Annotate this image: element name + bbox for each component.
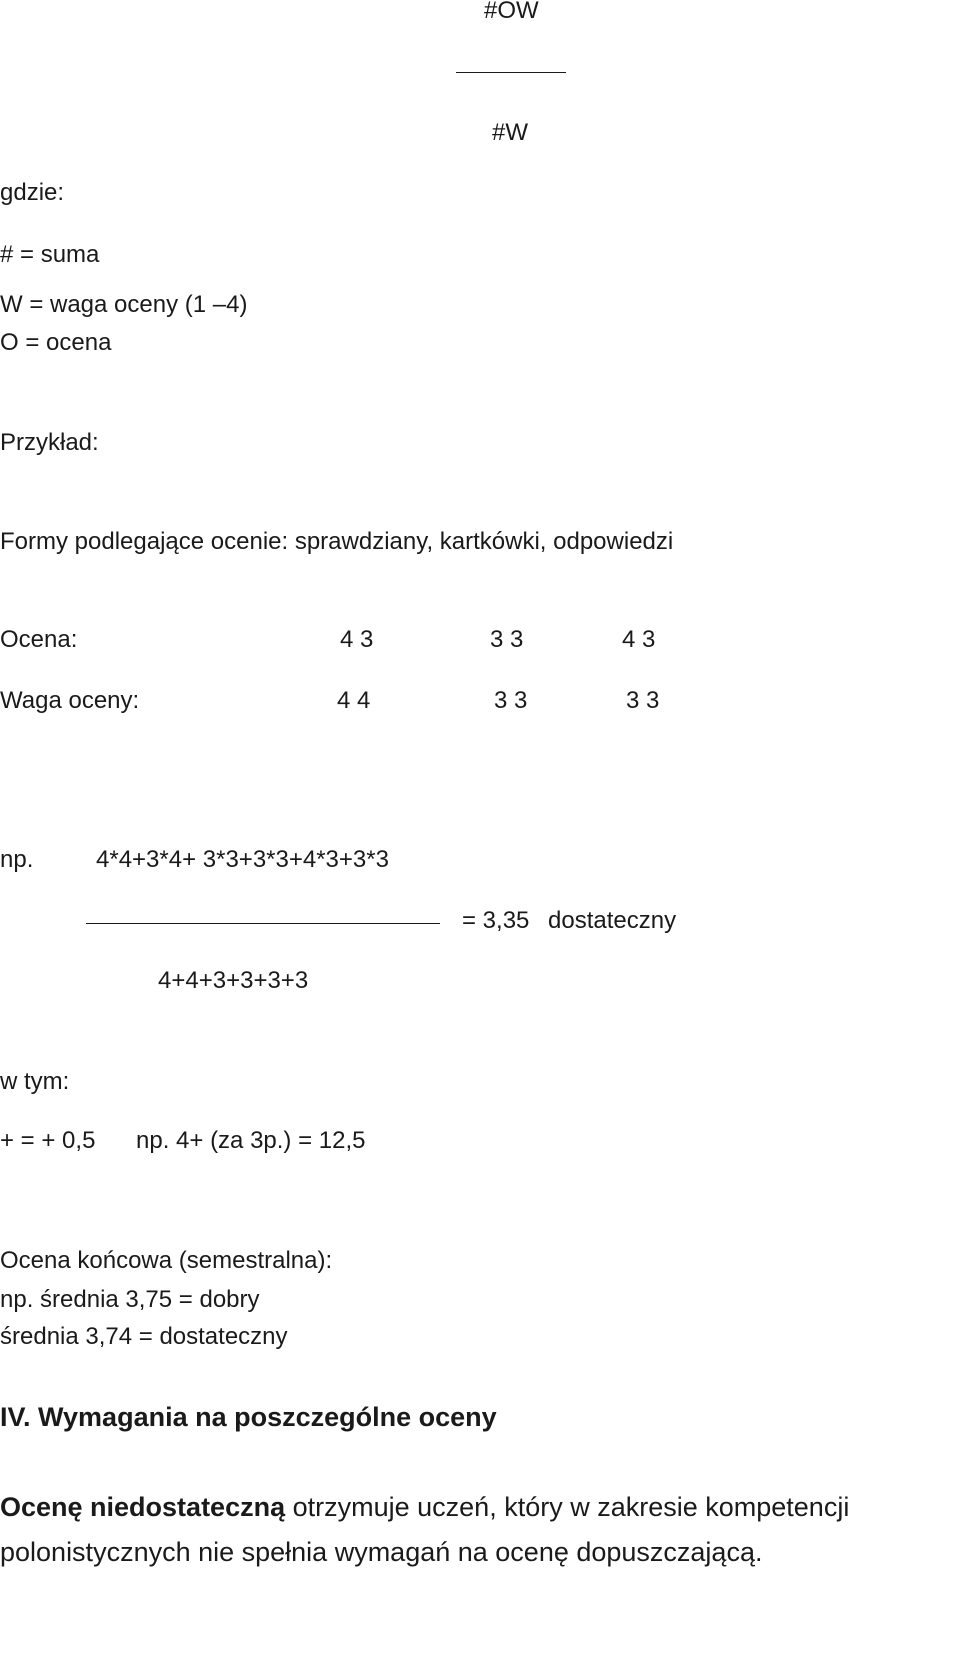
- section-paragraph-line-2: polonistycznych nie spełnia wymagań na ocenę dopuszczającą.: [0, 1537, 763, 1567]
- section-heading: IV. Wymagania na poszczególne oceny: [0, 1402, 497, 1432]
- final-grade-line-2: średnia 3,74 = dostateczny: [0, 1323, 288, 1350]
- plus-rule-label: w tym:: [0, 1068, 70, 1095]
- section-paragraph-rest: otrzymuje uczeń, który w zakresie kompetencji: [285, 1492, 850, 1522]
- formula-fraction-bar: [456, 72, 566, 73]
- grades-value-2: 3 3: [490, 626, 524, 653]
- legend-sum: # = suma: [0, 241, 100, 268]
- example-forms: Formy podlegające ocenie: sprawdziany, kartkówki, odpowiedzi: [0, 528, 674, 555]
- weights-value-1: 4 4: [337, 687, 371, 714]
- calc-fraction-bar: [86, 923, 440, 924]
- formula-denominator: #W: [492, 119, 528, 146]
- plus-rule: + = + 0,5: [0, 1127, 96, 1154]
- example-heading: Przykład:: [0, 429, 99, 456]
- calc-numerator: 4*4+3*4+ 3*3+3*3+4*3+3*3: [96, 846, 389, 873]
- weights-label: Waga oceny:: [0, 687, 140, 714]
- plus-rule-example: np. 4+ (za 3p.) = 12,5: [136, 1127, 366, 1154]
- grades-value-3: 4 3: [622, 626, 656, 653]
- legend-intro: gdzie:: [0, 179, 65, 206]
- section-paragraph-line-1: [0, 1490, 849, 1524]
- calc-prefix: np.: [0, 846, 34, 873]
- formula-numerator: #OW: [484, 0, 539, 24]
- weights-value-3: 3 3: [626, 687, 660, 714]
- final-grade-heading: Ocena końcowa (semestralna):: [0, 1247, 333, 1274]
- legend-grade: O = ocena: [0, 329, 112, 356]
- calc-result: = 3,35: [462, 907, 530, 934]
- calc-result-label: dostateczny: [548, 907, 677, 934]
- legend-weight: W = waga oceny (1 –4): [0, 291, 248, 318]
- section-paragraph-bold: Ocenę niedostateczną: [0, 1492, 286, 1522]
- weights-value-2: 3 3: [494, 687, 528, 714]
- final-grade-line-1: np. średnia 3,75 = dobry: [0, 1286, 260, 1313]
- grades-value-1: 4 3: [340, 626, 374, 653]
- grades-label: Ocena:: [0, 626, 78, 653]
- calc-denominator: 4+4+3+3+3+3: [158, 967, 309, 994]
